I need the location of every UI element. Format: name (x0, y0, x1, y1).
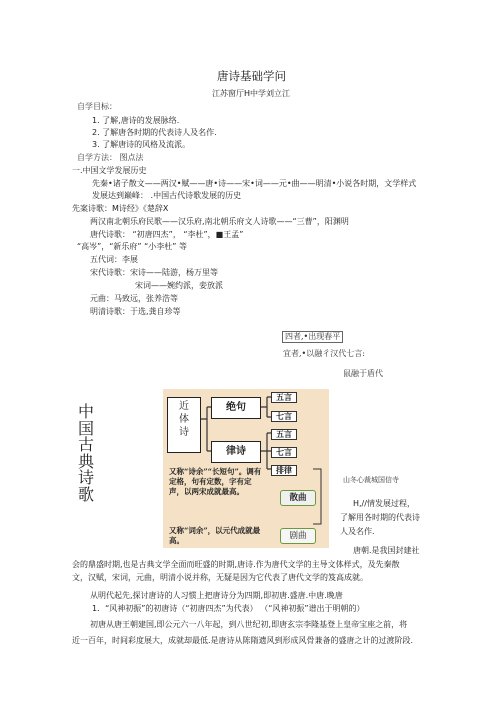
note-box: 四者,•出现春平 (282, 331, 343, 343)
body-line: 近一百年，时间彩度展大，成就却最低.是唐诗从陈隋遗风到形成风骨兼备的盛唐之计的过渡阶段. (72, 636, 414, 645)
juqu-box (280, 528, 316, 544)
jueju-box (211, 397, 261, 419)
objective-item: 2. 了解唐各时期的代表诗人及名作. (92, 128, 217, 137)
history-heading: 一.中国文学发展历史 (72, 166, 147, 175)
juqu-label: 剧曲 (289, 531, 307, 541)
body-line: 初唐从唐王朝建国,即公元六一八年起，到八世纪初,即唐玄宗李隆基登上皇帝宝座之前，将 (90, 620, 408, 629)
note-line: 鼠融于盾代 (343, 369, 383, 378)
side-note: 唐朝.是我国封建社 (353, 546, 420, 555)
body-line: 1．“风神初振”的初唐诗（“初唐四杰”为代表） （“风神初振”谱出于明朝的） (92, 604, 365, 613)
side-note: 山冬心裁城国信寺 (343, 476, 399, 484)
side-note: 了解用各时期的代表诗 (340, 513, 420, 522)
body-line: 会的鼎盛时期,也是古典文学全面而旺盛的时期,唐诗.作为唐代文学的主导文体样式，及先秦散 (72, 560, 400, 569)
objective-item: 1. 了解,唐诗的发展脉络. (92, 116, 180, 125)
history-line: 宋词——婉约派，娈放派 (135, 281, 223, 290)
body-line: 文，汉赋，宋词，元曲，明清小说并称，无疑是因为它代表了唐代文学的笈高成就。 (72, 573, 368, 582)
wuyan-cell: 五言 (271, 392, 297, 403)
history-line: 先秦•诸子散文——两汉•赋——唐•诗——宋•词——元•曲——明清•小说各时期，文学样式 (92, 179, 417, 188)
vertical-label (77, 404, 95, 503)
history-line: 两汉南北朝乐府民歌——汉乐府,南北朝乐府文人诗歌——“三曹”，阳渊明 (90, 217, 349, 226)
lvshi-label: 律诗 (226, 446, 246, 457)
vertical-label-text: 中国古典诗歌 (77, 402, 94, 504)
wuyan-cell: 五言 (271, 429, 297, 440)
poetry-diagram (163, 389, 329, 548)
method-label: 自学方法： 图点法 (77, 153, 144, 162)
history-line: 宋代诗歌：宋诗——陆游，杨万里等 (90, 268, 218, 277)
objective-item: 3. 了解唐诗的风格及流派。 (92, 140, 191, 149)
sanqu-label: 散曲 (289, 493, 307, 503)
history-line: 先案诗歌：M诗经》《楚辞X (72, 204, 169, 213)
history-line: 明清诗歌：于选,龚自珍等 (90, 307, 181, 316)
jinti-box (167, 397, 201, 453)
history-line: “高岑”，“新乐府” “小李杜” 等 (77, 242, 187, 251)
qiyan-cell: 七言 (271, 411, 297, 422)
jinti-label: 近体诗 (179, 401, 189, 438)
ci-description: 又称“诗余”“长短句”。调有定格，句有定数，字有定声，以两宋成就最高。 (169, 467, 262, 496)
pailv-cell: 排律 (271, 465, 297, 476)
history-line: 发展达到巅峰： .中国古代诗歌发展的历史 (92, 191, 242, 200)
note-line: 宜者,•以融彳汉代七言: (283, 349, 365, 358)
qu-description: 又称“词余”，以元代成就最高。 (169, 526, 261, 545)
history-line: 元曲：马致远，张养浩等 (90, 294, 178, 303)
lvshi-box (211, 441, 261, 463)
history-line: 五代词：李展 (90, 255, 138, 264)
page-title: 唐诗基础学问 (217, 69, 286, 83)
side-note: H,//情发展过程， (353, 499, 415, 508)
history-line: 唐代诗歌： “初唐四杰”， “李杜”，■王孟” (90, 230, 244, 239)
qiyan-cell: 七言 (271, 447, 297, 458)
jueju-label: 绝句 (226, 402, 246, 413)
author-line: 江苏窗厅H中学刘立江 (212, 89, 291, 98)
sanqu-box (280, 490, 316, 506)
side-note: 人及名作. (340, 527, 375, 536)
body-line: 从明代起先,探讨唐诗的人习惯上把唐诗分为四期,即初唐.盛唐.中唐.晚唐 (90, 591, 343, 600)
objectives-label: 自学目标： (77, 102, 117, 111)
